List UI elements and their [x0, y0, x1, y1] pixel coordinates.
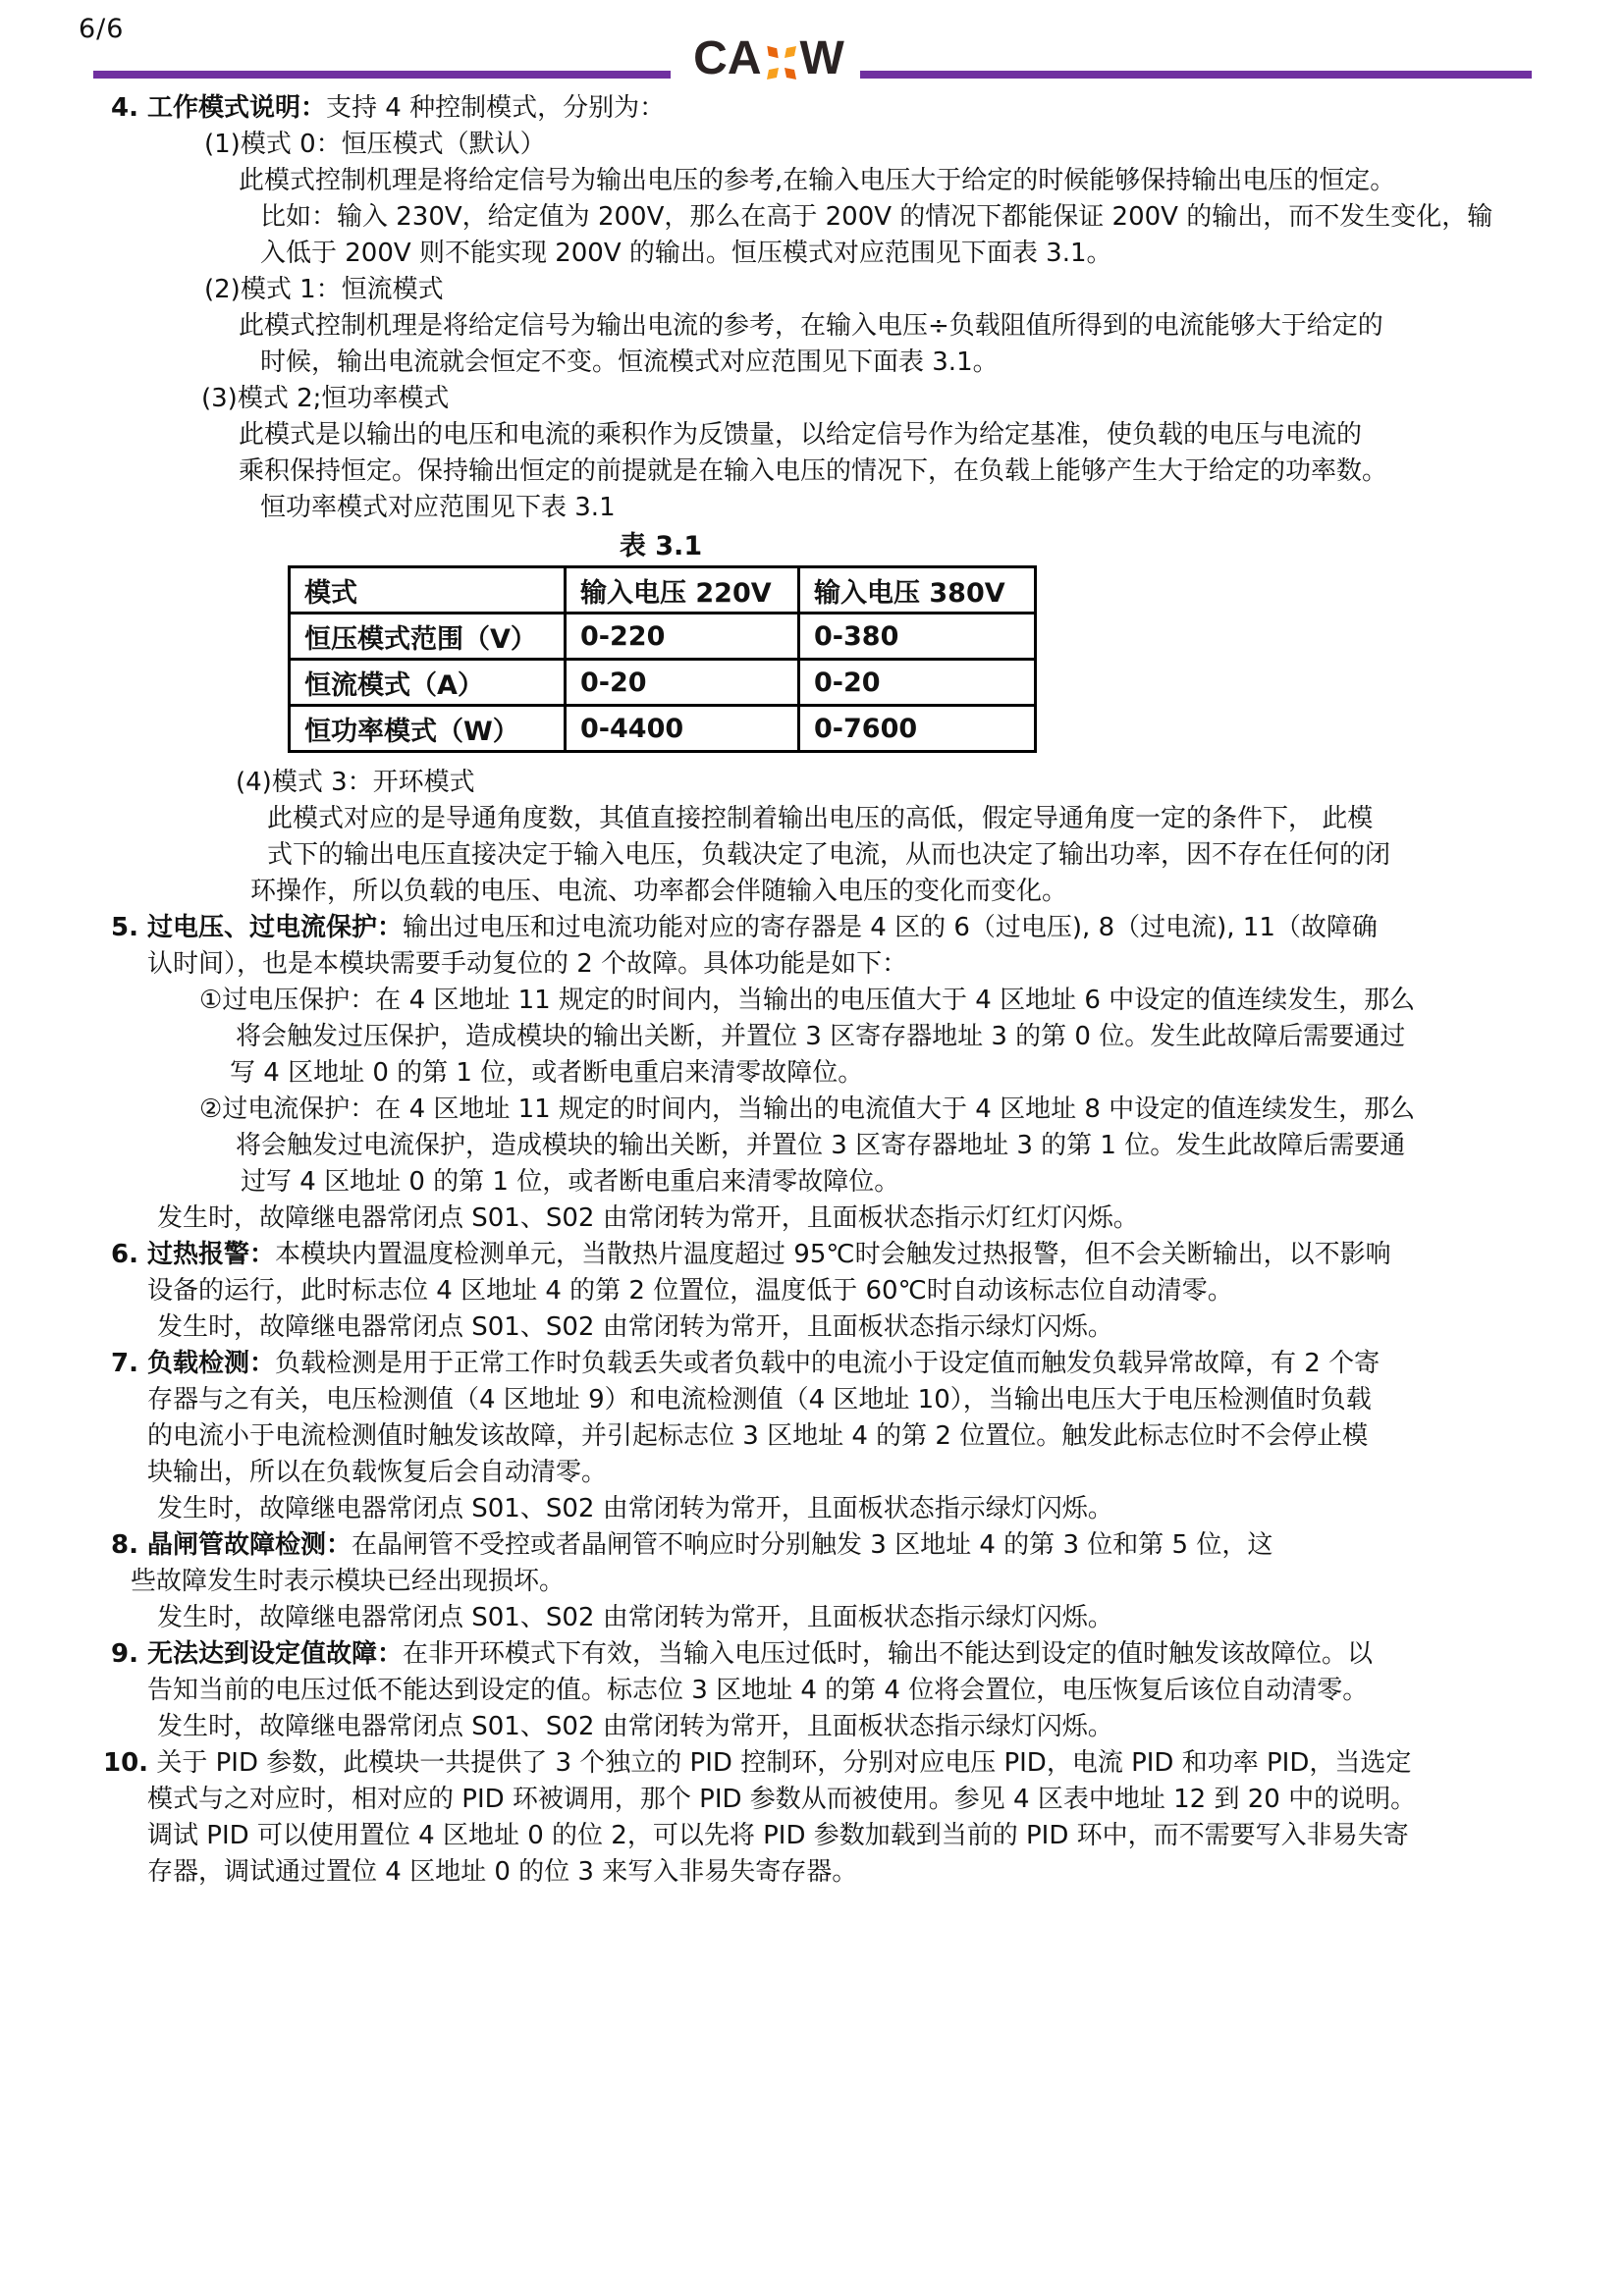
text-line: 环操作，所以负载的电压、电流、功率都会伴随输入电压的变化而变化。: [250, 877, 1068, 906]
text-line: 比如：输入 230V，给定值为 200V，那么在高于 200V 的情况下都能保证 200V 的输出，而不发生变化，输: [260, 202, 1493, 232]
text-line: 8. 晶闸管故障检测：在晶闸管不受控或者晶闸管不响应时分别触发 3 区地址 4 的第 3 位和第 5 位，这: [111, 1530, 1273, 1560]
logo-text-left: CA: [693, 31, 762, 84]
text-line: 些故障发生时表示模块已经出现损坏。: [131, 1567, 566, 1596]
table-cell: 恒流模式（A）: [290, 660, 566, 706]
text-line: 存器与之有关，电压检测值（4 区地址 9）和电流检测值（4 区地址 10），当输出电压大于电压检测值时负载: [147, 1385, 1372, 1415]
text-line: 模式与之对应时，相对应的 PID 环被调用，那个 PID 参数从而被使用。参见 4 区表中地址 12 到 20 中的说明。: [147, 1785, 1417, 1814]
text-line: ①过电压保护：在 4 区地址 11 规定的时间内，当输出的电压值大于 4 区地址 6 中设定的值连续发生，那么: [199, 986, 1416, 1015]
text-line: 此模式是以输出的电压和电流的乘积作为反馈量，以给定信号作为给定基准，使负载的电压与电流的: [239, 420, 1363, 450]
page-number: 6/6: [79, 14, 125, 44]
header-rule-right: [860, 71, 1532, 79]
header-rule-left: [93, 71, 671, 79]
text-line: 9. 无法达到设定值故障：在非开环模式下有效，当输入电压过低时，输出不能达到设定的值时触发该故障位。以: [111, 1639, 1374, 1669]
table-cell: 0-7600: [799, 706, 1036, 752]
table-header-row: [290, 567, 1036, 614]
text-line: 乘积保持恒定。保持输出恒定的前提就是在输入电压的情况下，在负载上能够产生大于给定的功率数。: [239, 456, 1388, 486]
text-line: 此模式控制机理是将给定信号为输出电流的参考，在输入电压÷负载阻值所得到的电流能够大于给定的: [239, 311, 1383, 341]
text-line: ②过电流保护：在 4 区地址 11 规定的时间内，当输出的电流值大于 4 区地址 8 中设定的值连续发生，那么: [199, 1095, 1416, 1124]
text-line: 存器，调试通过置位 4 区地址 0 的位 3 来写入非易失寄存器。: [147, 1857, 858, 1887]
text-line: 入低于 200V 则不能实现 200V 的输出。恒压模式对应范围见下面表 3.1。: [260, 239, 1112, 268]
text-line: 设备的运行，此时标志位 4 区地址 4 的第 2 位置位，温度低于 60℃时自动该标志位自动清零。: [147, 1276, 1233, 1306]
text-line: 发生时，故障继电器常闭点 S01、S02 由常闭转为常开，且面板状态指示绿灯闪烁。: [157, 1494, 1113, 1523]
table-3-1-title: 表 3.1: [619, 531, 703, 561]
caxw-logo: [685, 33, 852, 82]
table-cell: 0-220: [566, 614, 799, 660]
text-line: 恒功率模式对应范围见下表 3.1: [260, 493, 616, 522]
text-line: 10. 关于 PID 参数，此模块一共提供了 3 个独立的 PID 控制环，分别对应电压 PID，电流 PID 和功率 PID，当选定: [103, 1748, 1412, 1778]
text-line: 写 4 区地址 0 的第 1 位，或者断电重启来清零故障位。: [230, 1058, 864, 1088]
table-cell: 0-20: [566, 660, 799, 706]
text-line: 4. 工作模式说明：支持 4 种控制模式，分别为：: [111, 93, 666, 123]
text-line: 调试 PID 可以使用置位 4 区地址 0 的位 2，可以先将 PID 参数加载到当前的 PID 环中，而不需要写入非易失寄: [147, 1821, 1409, 1850]
table-cell: 0-20: [799, 660, 1036, 706]
table-cell: 0-4400: [566, 706, 799, 752]
text-line: 7. 负载检测：负载检测是用于正常工作时负载丢失或者负载中的电流小于设定值而触发负载异常故障，有 2 个寄: [111, 1349, 1380, 1378]
text-line: 的电流小于电流检测值时触发该故障，并引起标志位 3 区地址 4 的第 2 位置位。触发此标志位时不会停止模: [147, 1421, 1369, 1451]
text-line: 块输出，所以在负载恢复后会自动清零。: [147, 1458, 608, 1487]
table-header-cell: 模式: [290, 567, 566, 614]
text-line: 过写 4 区地址 0 的第 1 位，或者断电重启来清零故障位。: [241, 1167, 900, 1197]
text-line: 认时间），也是本模块需要手动复位的 2 个故障。具体功能是如下：: [147, 949, 908, 979]
text-line: (3)模式 2;恒功率模式: [201, 384, 450, 413]
logo-x-icon: [764, 39, 799, 77]
table-row: [290, 660, 1036, 706]
text-line: 发生时，故障继电器常闭点 S01、S02 由常闭转为常开，且面板状态指示绿灯闪烁。: [157, 1312, 1113, 1342]
text-line: 将会触发过压保护，造成模块的输出关断，并置位 3 区寄存器地址 3 的第 0 位。发生此故障后需要通过: [236, 1022, 1406, 1051]
text-line: 此模式控制机理是将给定信号为输出电压的参考,在输入电压大于给定的时候能够保持输出电压的恒定。: [239, 166, 1396, 195]
logo-text-right: W: [799, 31, 844, 84]
table-header-cell: 输入电压 220V: [566, 567, 799, 614]
text-line: 6. 过热报警：本模块内置温度检测单元，当散热片温度超过 95℃时会触发过热报警，但不会关断输出，以不影响: [111, 1240, 1391, 1269]
document-body: [0, 90, 1624, 1891]
text-line: 5. 过电压、过电流保护：输出过电压和过电流功能对应的寄存器是 4 区的 6（过电压), 8（过电流), 11（故障确: [111, 913, 1378, 942]
table-header-cell: 输入电压 380V: [799, 567, 1036, 614]
table-row: [290, 706, 1036, 752]
table-row: [290, 614, 1036, 660]
text-line: (4)模式 3：开环模式: [236, 768, 475, 797]
text-line: (1)模式 0：恒压模式（默认）: [204, 130, 546, 159]
text-line: 发生时，故障继电器常闭点 S01、S02 由常闭转为常开，且面板状态指示灯红灯闪烁。: [157, 1203, 1139, 1233]
table-cell: 0-380: [799, 614, 1036, 660]
text-line: (2)模式 1：恒流模式: [204, 275, 444, 304]
table-cell: 恒功率模式（W）: [290, 706, 566, 752]
text-line: 告知当前的电压过低不能达到设定的值。标志位 3 区地址 4 的第 4 位将会置位，电压恢复后该位自动清零。: [147, 1676, 1369, 1705]
text-line: 发生时，故障继电器常闭点 S01、S02 由常闭转为常开，且面板状态指示绿灯闪烁。: [157, 1712, 1113, 1741]
text-line: 此模式对应的是导通角度数，其值直接控制着输出电压的高低，假定导通角度一定的条件下， 此模: [267, 804, 1374, 833]
table-cell: 恒压模式范围（V）: [290, 614, 566, 660]
table-3-1: [288, 565, 1037, 753]
text-line: 式下的输出电压直接决定于输入电压，负载决定了电流，从而也决定了输出功率，因不存在任何的闭: [267, 840, 1391, 870]
text-line: 将会触发过电流保护，造成模块的输出关断，并置位 3 区寄存器地址 3 的第 1 位。发生此故障后需要通: [236, 1131, 1406, 1160]
text-line: 发生时，故障继电器常闭点 S01、S02 由常闭转为常开，且面板状态指示绿灯闪烁。: [157, 1603, 1113, 1632]
text-line: 时候，输出电流就会恒定不变。恒流模式对应范围见下面表 3.1。: [260, 347, 999, 377]
